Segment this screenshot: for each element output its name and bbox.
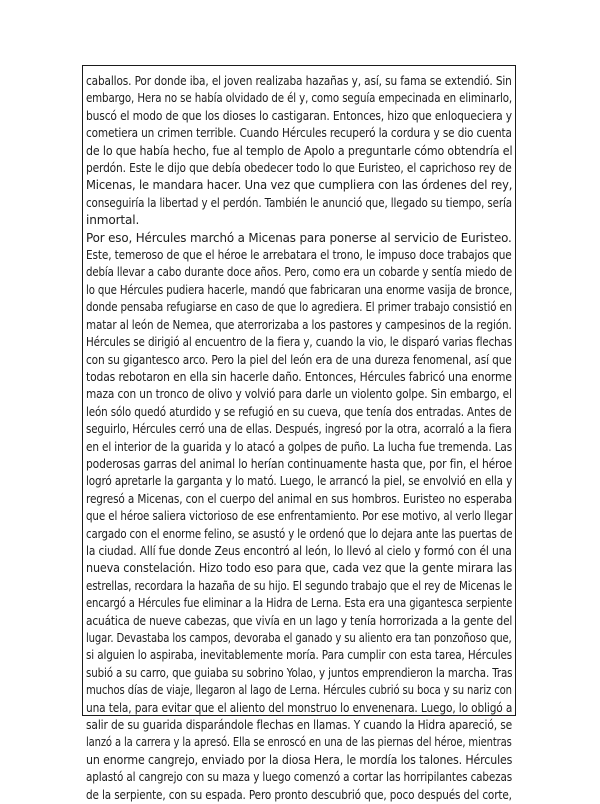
body-text	[86, 73, 512, 804]
text-line: Por eso, Hércules marchó a Micenas para ponerse al servicio de Euristeo.	[86, 230, 512, 245]
text-line: embargo, Hera no se había olvidado de él y, como seguía empecinada en eliminarlo,	[86, 91, 513, 106]
text-line: inmortal.	[86, 213, 140, 228]
text-line: lo que Hércules pudiera hacerle, mandó que fabricaran una enorme vasija de bronce,	[86, 282, 513, 297]
paragraph	[86, 247, 512, 804]
text-line: león sólo quedó aturdido y se refugió en su cueva, que tenía dos entradas. Antes de	[86, 404, 512, 419]
text-line: subió a su carro, que guiaba su sobrino Yolao, y juntos emprendieron la marcha. Tras	[86, 665, 513, 680]
text-line: de lo que había hecho, fue al templo de Apolo a preguntarle cómo obtendría el	[86, 143, 513, 158]
text-line: matar al león de Nemea, que aterrorizaba a los pastores y campesinos de la región.	[86, 317, 512, 332]
text-line: perdón. Este le dijo que debía obedecer todo lo que Euristeo, el caprichoso rey de	[86, 161, 512, 176]
text-line: nueva constelación. Hizo todo eso para que, cada vez que la gente mirara las	[86, 561, 513, 576]
text-line: todas rebotaron en ella sin hacerle daño. Entonces, Hércules fabricó una enorme	[86, 369, 512, 384]
text-line: un enorme cangrejo, enviado por la diosa Hera, le mordía los talones. Hércules	[86, 752, 513, 767]
text-line: buscó el modo de que los dioses lo castigaran. Entonces, hizo que enloqueciera y	[86, 108, 512, 123]
text-line: con su gigantesco arco. Pero la piel del león era de una dureza fenomenal, así que	[86, 352, 512, 367]
text-line: logró apretarle la garganta y lo mató. Luego, le arrancó la piel, se envolvió en ella y	[86, 474, 513, 489]
paragraph	[86, 230, 512, 247]
text-line: encargó a Hércules fue eliminar a la Hidra de Lerna. Esta era una gigantesca serpiente	[86, 596, 513, 611]
paragraph	[86, 73, 512, 230]
text-frame	[82, 65, 516, 802]
text-line: conseguiría la libertad y el perdón. También le anunció que, llegado su tiempo, sería	[86, 195, 512, 210]
text-line: cargado con el enorme felino, se asustó y le ordenó que lo dejara ante las puertas de	[86, 526, 513, 541]
text-line: regresó a Micenas, con el cuerpo del animal en sus hombros. Euristeo no esperaba	[86, 491, 513, 506]
text-line: si alguien lo aspiraba, inevitablemente moría. Para cumplir con esta tarea, Hércules	[86, 648, 513, 663]
text-line: lugar. Devastaba los campos, devoraba el ganado y su aliento era tan ponzoñoso que,	[86, 631, 512, 645]
text-line: la ciudad. Allí fue donde Zeus encontró al león, lo llevó al cielo y formó con él una	[86, 543, 512, 558]
text-line: Este, temeroso de que el héroe le arrebatara el trono, le impuso doce trabajos que	[86, 248, 512, 263]
text-line: Micenas, le mandara hacer. Una vez que cumpliera con las órdenes del rey,	[86, 178, 513, 193]
text-line: salir de su guarida disparándole flechas en llamas. Y cuando la Hidra apareció, se	[86, 718, 513, 733]
text-line: lanzó a la carrera y la apresó. Ella se enroscó en una de las piernas del héroe, mientras	[86, 735, 512, 750]
text-line: seguirlo, Hércules cerró una de ellas. Después, ingresó por la otra, acorraló a la fiera	[86, 422, 512, 437]
text-line: debía llevar a cabo durante doce años. Pero, como era un cobarde y sentía miedo de	[86, 265, 513, 280]
text-line: en el interior de la guarida y lo atacó a golpes de puño. La lucha fue tremenda. Las	[86, 439, 513, 454]
text-line: de la serpiente, con su espada. Pero pronto descubrió que, poco después del corte,	[86, 787, 512, 802]
text-line: donde pensaba refugiarse en caso de que lo agrediera. El primer trabajo consistió en	[86, 300, 512, 315]
text-line: acuática de nueve cabezas, que vivía en un lago y tenía horrorizada a la gente del	[86, 613, 513, 628]
text-line: cometiera un crimen terrible. Cuando Hércules recuperó la cordura y se dio cuenta	[86, 126, 512, 141]
text-line: aplastó al cangrejo con su maza y luego comenzó a cortar las horripilantes cabezas	[86, 770, 513, 785]
text-line: maza con un tronco de olivo y volvió para darle un violento golpe. Sin embargo, el	[86, 387, 512, 402]
text-line: poderosas garras del animal lo herían continuamente hasta que, por fin, el héroe	[86, 456, 513, 471]
text-line: Hércules se dirigió al encuentro de la fiera y, cuando la vio, le disparó varias flechas	[86, 335, 513, 350]
text-line: una tela, para evitar que el aliento del monstruo lo envenenara. Luego, lo obligó a	[86, 700, 513, 715]
text-line: estrellas, recordara la hazaña de su hijo. El segundo trabajo que el rey de Micenas le	[86, 578, 513, 593]
text-line: caballos. Por donde iba, el joven realizaba hazañas y, así, su fama se extendió. Sin	[86, 74, 512, 88]
text-line: muchos días de viaje, llegaron al lago de Lerna. Hércules cubrió su boca y su nariz con	[86, 683, 512, 698]
text-line: que el héroe saliera victorioso de ese enfrentamiento. Por ese motivo, al verlo llegar	[86, 509, 513, 524]
